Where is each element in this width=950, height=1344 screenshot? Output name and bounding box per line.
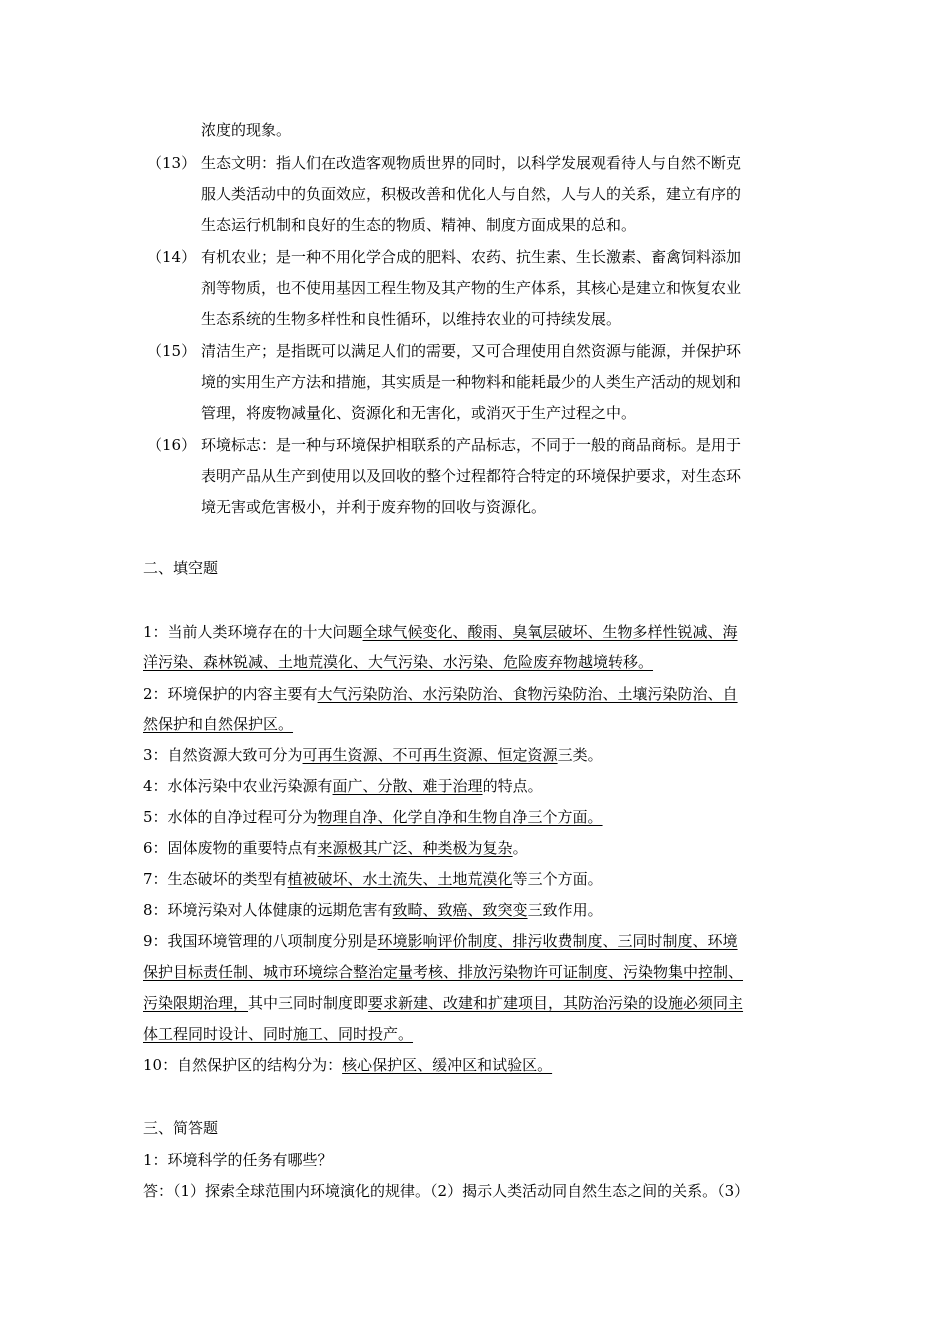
definition-14-line-3: 生态系统的生物多样性和良性循环，以维持农业的可持续发展。 bbox=[201, 310, 622, 328]
fill-question-1 bbox=[143, 621, 738, 643]
question-text: 3：自然资源大致可分为 bbox=[143, 746, 303, 764]
definition-16-line-1: 环境标志：是一种与环境保护相联系的产品标志，不同于一般的商品商标。是用于 bbox=[201, 436, 742, 454]
answer-text: 全球气候变化、酸雨、臭氧层破坏、生物多样性锐减、海 bbox=[362, 623, 738, 641]
answer-text: 大气污染防治、水污染防治、食物污染防治、土壤污染防治、自 bbox=[317, 685, 738, 703]
fill-question-1-cont bbox=[143, 651, 653, 673]
question-suffix: 三致作用。 bbox=[527, 901, 603, 919]
definition-14-line-2: 剂等物质，也不使用基因工程生物及其产物的生产体系，其核心是建立和恢复农业 bbox=[201, 279, 742, 297]
question-text: 1：当前人类环境存在的十大问题 bbox=[143, 623, 363, 641]
answer-text: 致畸、致癌、致突变 bbox=[392, 901, 528, 919]
fill-question-8 bbox=[143, 899, 603, 921]
definition-15-line-3: 管理，将废物减量化、资源化和无害化，或消灭于生产过程之中。 bbox=[201, 404, 637, 422]
fill-question-9-cont-2 bbox=[143, 992, 743, 1014]
definition-number-14: （14） bbox=[147, 248, 197, 266]
fill-question-9-cont-1 bbox=[143, 961, 743, 983]
fill-question-9-cont-3 bbox=[143, 1023, 413, 1045]
answer-text: 保护目标责任制、城市环境综合整治定量考核、排放污染物许可证制度、污染物集中控制、 bbox=[143, 963, 744, 981]
question-text: 5：水体的自净过程可分为 bbox=[143, 808, 318, 826]
question-text: 4：水体污染中农业污染源有 bbox=[143, 777, 333, 795]
fill-question-6 bbox=[143, 837, 528, 859]
question-suffix: 的特点。 bbox=[482, 777, 543, 795]
answer-text: 洋污染、森林锐减、土地荒漠化、大气污染、水污染、危险废弃物越境转移。 bbox=[143, 653, 654, 671]
definition-number-13: （13） bbox=[147, 154, 197, 172]
fill-question-5 bbox=[143, 806, 603, 828]
answer-text: 环境影响评价制度、排污收费制度、三同时制度、环境 bbox=[377, 932, 738, 950]
question-text: 10：自然保护区的结构分为： bbox=[143, 1056, 343, 1074]
question-suffix: 三类。 bbox=[557, 746, 603, 764]
fill-question-9 bbox=[143, 930, 738, 952]
definition-15-line-2: 境的实用生产方法和措施，其实质是一种物料和能耗最少的人类生产活动的规划和 bbox=[201, 373, 742, 391]
definition-15-line-1: 清洁生产；是指既可以满足人们的需要，又可合理使用自然资源与能源，并保护环 bbox=[201, 342, 742, 360]
question-text: 其中三同时制度即 bbox=[248, 994, 369, 1012]
question-suffix: 等三个方面。 bbox=[512, 870, 603, 888]
question-text: 6：固体废物的重要特点有 bbox=[143, 839, 318, 857]
fill-question-2-cont bbox=[143, 713, 293, 735]
question-text: 9：我国环境管理的八项制度分别是 bbox=[143, 932, 378, 950]
short-answer-1: 答：（1）探索全球范围内环境演化的规律。（2）揭示人类活动同自然生态之间的关系。（3） bbox=[143, 1182, 750, 1200]
fill-question-10 bbox=[143, 1054, 552, 1076]
answer-text: 可再生资源、不可再生资源、恒定资源 bbox=[302, 746, 558, 764]
definition-14-line-1: 有机农业；是一种不用化学合成的肥料、农药、抗生素、生长激素、畜禽饲料添加 bbox=[201, 248, 742, 266]
question-suffix: 。 bbox=[512, 839, 528, 857]
answer-text: 物理自净、化学自净和生物自净三个方面。 bbox=[317, 808, 603, 826]
question-text: 2：环境保护的内容主要有 bbox=[143, 685, 318, 703]
definition-number-15: （15） bbox=[147, 342, 197, 360]
question-text: 8：环境污染对人体健康的远期危害有 bbox=[143, 901, 393, 919]
definition-13-line-2: 服人类活动中的负面效应，积极改善和优化人与自然，人与人的关系，建立有序的 bbox=[201, 185, 742, 203]
section-heading-fill-blank: 二、填空题 bbox=[143, 559, 219, 577]
question-text: 7：生态破坏的类型有 bbox=[143, 870, 288, 888]
answer-text: 要求新建、改建和扩建项目，其防治污染的设施必须同主 bbox=[368, 994, 744, 1012]
answer-text: 来源极其广泛、种类极为复杂 bbox=[317, 839, 513, 857]
short-question-1: 1：环境科学的任务有哪些？ bbox=[143, 1151, 333, 1169]
definition-13-line-1: 生态文明：指人们在改造客观物质世界的同时，以科学发展观看待人与自然不断克 bbox=[201, 154, 742, 172]
fill-question-7 bbox=[143, 868, 603, 890]
section-heading-short-answer: 三、简答题 bbox=[143, 1119, 219, 1137]
fill-question-3 bbox=[143, 744, 603, 766]
definition-continuation: 浓度的现象。 bbox=[201, 121, 292, 139]
definition-16-line-3: 境无害或危害极小，并利于废弃物的回收与资源化。 bbox=[201, 498, 547, 516]
answer-text: 植被破坏、水土流失、土地荒漠化 bbox=[287, 870, 513, 888]
answer-text: 然保护和自然保护区。 bbox=[143, 715, 294, 733]
fill-question-2 bbox=[143, 683, 738, 705]
fill-question-4 bbox=[143, 775, 543, 797]
definition-13-line-3: 生态运行机制和良好的生态的物质、精神、制度方面成果的总和。 bbox=[201, 216, 637, 234]
answer-text: 核心保护区、缓冲区和试验区。 bbox=[342, 1056, 553, 1074]
answer-text: 体工程同时设计、同时施工、同时投产。 bbox=[143, 1025, 414, 1043]
answer-text: 污染限期治理， bbox=[143, 994, 249, 1012]
answer-text: 面广、分散、难于治理 bbox=[332, 777, 483, 795]
definition-16-line-2: 表明产品从生产到使用以及回收的整个过程都符合特定的环境保护要求，对生态环 bbox=[201, 467, 742, 485]
definition-number-16: （16） bbox=[147, 436, 197, 454]
